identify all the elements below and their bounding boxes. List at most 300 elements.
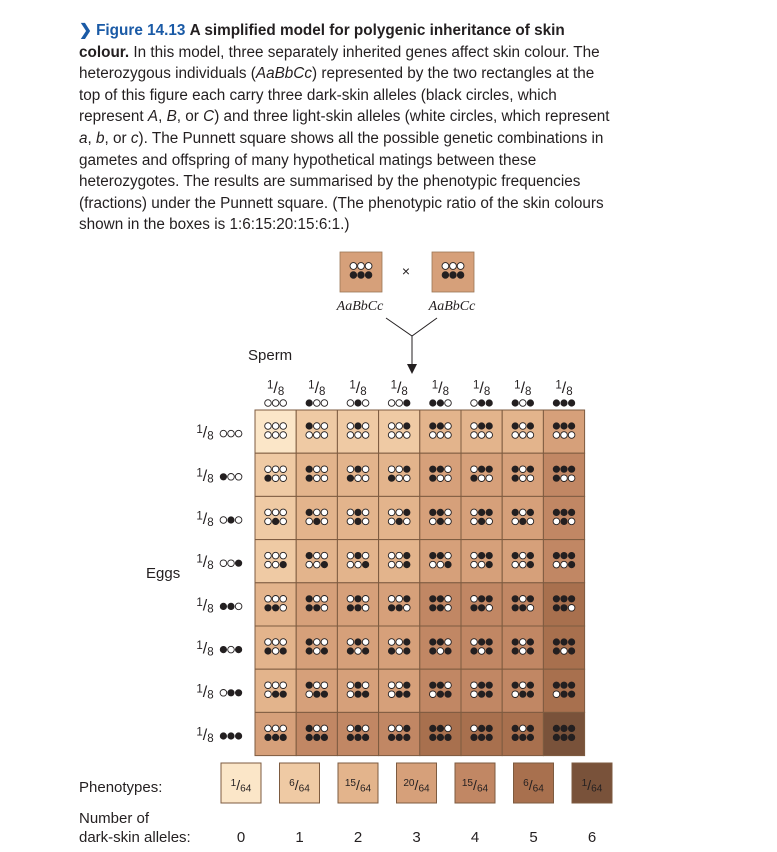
- punnett-cell: [420, 626, 461, 669]
- light-allele-dot: [553, 518, 560, 525]
- dark-allele-dot: [235, 560, 242, 567]
- light-allele-dot: [280, 509, 287, 516]
- light-allele-dot: [561, 561, 568, 568]
- punnett-cell: [502, 583, 543, 626]
- punnett-cell: [337, 453, 378, 496]
- caption-run: a: [79, 129, 88, 147]
- phenotype-boxes: [221, 763, 612, 803]
- light-allele-dot: [347, 639, 354, 646]
- light-allele-dot: [445, 682, 452, 689]
- dark-allele-dot: [486, 561, 493, 568]
- fraction-numerator: 1: [266, 379, 274, 392]
- dark-allele-dot: [568, 596, 575, 603]
- light-allele-dot: [362, 509, 369, 516]
- fraction-numerator: 15: [461, 778, 474, 790]
- light-allele-dot: [314, 423, 321, 430]
- dark-allele-dot: [430, 734, 437, 741]
- light-allele-dot: [272, 682, 279, 689]
- fraction-slash: /: [202, 727, 208, 744]
- light-allele-dot: [396, 400, 403, 407]
- dark-allele-dot: [350, 272, 357, 279]
- dark-allele-dot: [553, 725, 560, 732]
- dark-allele-dot: [437, 682, 444, 689]
- dark-allele-dot: [347, 734, 354, 741]
- dark-allele-dot: [365, 272, 372, 279]
- dark-allele-dot: [355, 466, 362, 473]
- dark-allele-dot: [445, 691, 452, 698]
- light-allele-dot: [388, 552, 395, 559]
- fraction-denominator: 64: [591, 783, 603, 795]
- egg-fraction: [196, 597, 213, 615]
- figure-label: Figure 14.13: [96, 22, 186, 39]
- dark-allele-dot: [272, 691, 279, 698]
- light-allele-dot: [471, 691, 478, 698]
- egg-gamete-headers: [196, 424, 242, 745]
- dark-allele-dot: [527, 691, 534, 698]
- light-allele-dot: [314, 552, 321, 559]
- phenotype-box: [397, 763, 437, 803]
- dark-allele-dot: [561, 725, 568, 732]
- dark-allele-dot: [388, 734, 395, 741]
- sperm-gamete: [512, 380, 534, 407]
- light-allele-dot: [314, 682, 321, 689]
- dark-allele-dot: [388, 475, 395, 482]
- dark-allele-dot: [471, 605, 478, 612]
- dark-allele-dot: [404, 725, 411, 732]
- sperm-gamete-headers: [265, 380, 575, 407]
- dark-allele-dot: [396, 605, 403, 612]
- caption-run: c: [130, 129, 139, 147]
- fraction-slash: /: [294, 777, 299, 793]
- light-allele-dot: [520, 682, 527, 689]
- dark-allele-dot: [512, 725, 519, 732]
- light-allele-dot: [450, 263, 457, 270]
- dark-allele-dot: [520, 691, 527, 698]
- light-allele-dot: [445, 552, 452, 559]
- fraction-denominator: 8: [483, 385, 491, 398]
- dark-allele-dot: [404, 561, 411, 568]
- dark-allele-dot: [280, 561, 287, 568]
- light-allele-dot: [512, 432, 519, 439]
- light-allele-dot: [358, 263, 365, 270]
- dark-allele-dot: [478, 725, 485, 732]
- light-allele-dot: [347, 509, 354, 516]
- dark-allele-dot: [280, 734, 287, 741]
- dark-allele-dot: [265, 605, 272, 612]
- light-allele-dot: [362, 605, 369, 612]
- egg-fraction: [196, 511, 213, 529]
- punnett-cell: [461, 540, 502, 583]
- phenotype-box: [221, 763, 261, 803]
- light-allele-dot: [396, 509, 403, 516]
- punnett-cell: [420, 540, 461, 583]
- punnett-cell: [337, 410, 378, 453]
- fraction-slash: /: [273, 380, 278, 397]
- punnett-cell: [337, 540, 378, 583]
- sperm-gamete: [430, 380, 452, 407]
- light-allele-dot: [430, 561, 437, 568]
- dark-allele-dot: [527, 725, 534, 732]
- dark-allele-dot: [478, 734, 485, 741]
- light-allele-dot: [362, 475, 369, 482]
- dark-allele-dot: [306, 475, 313, 482]
- light-allele-dot: [396, 648, 403, 655]
- light-allele-dot: [272, 400, 279, 407]
- light-allele-dot: [321, 475, 328, 482]
- dark-allele-dot: [321, 691, 328, 698]
- light-allele-dot: [430, 518, 437, 525]
- light-allele-dot: [272, 552, 279, 559]
- chevron-down-icon: ❯: [79, 22, 92, 39]
- fraction-denominator: 8: [207, 430, 214, 443]
- light-allele-dot: [280, 596, 287, 603]
- dark-allele-dot: [450, 272, 457, 279]
- dark-allele-dot: [561, 734, 568, 741]
- light-allele-dot: [437, 648, 444, 655]
- dark-allele-dot: [355, 509, 362, 516]
- light-allele-dot: [280, 432, 287, 439]
- dark-allele-count: 0: [236, 829, 246, 846]
- sperm-gamete: [347, 380, 369, 407]
- dark-allele-dot: [568, 734, 575, 741]
- dark-allele-dot: [347, 475, 354, 482]
- light-allele-dot: [362, 725, 369, 732]
- dark-allele-dot: [437, 605, 444, 612]
- egg-fraction: [196, 467, 213, 485]
- dark-allele-dot: [512, 509, 519, 516]
- light-allele-dot: [561, 432, 568, 439]
- light-allele-dot: [314, 648, 321, 655]
- caption-run: ). The Punnett square shows all the possible genetic combinations in gametes and offspring of many hypothetical matings between these heterozygotes. The results are summarised by the phenotypic frequencies (fractions) under the Punnett square. (The phenotypic ratio of the skin colours shown in the boxes is 1:6:15:20:15:6:1.): [79, 129, 604, 234]
- dark-allele-dot: [220, 603, 227, 610]
- light-allele-dot: [280, 475, 287, 482]
- dark-allele-dot: [486, 648, 493, 655]
- dark-allele-dot: [486, 596, 493, 603]
- dark-allele-dot: [355, 400, 362, 407]
- dark-allele-dot: [404, 639, 411, 646]
- light-allele-dot: [280, 423, 287, 430]
- dark-allele-dot: [471, 648, 478, 655]
- dark-allele-dot: [404, 552, 411, 559]
- caption-run: In this model, three separately inherited genes affect skin colour. The heterozygous individuals (: [79, 43, 600, 83]
- dark-allele-dot: [306, 682, 313, 689]
- dark-allele-count: 1: [295, 829, 304, 846]
- light-allele-dot: [445, 400, 452, 407]
- light-allele-dot: [220, 517, 227, 524]
- dark-allele-dot: [306, 466, 313, 473]
- light-allele-dot: [272, 648, 279, 655]
- caption-run: ) represented by the two rectangles at the top of this figure each carry three dark-skin alleles (black circles, which represent: [79, 65, 595, 126]
- punnett-cell: [502, 496, 543, 539]
- punnett-cell: [502, 626, 543, 669]
- light-allele-dot: [362, 423, 369, 430]
- dark-allele-dot: [512, 596, 519, 603]
- light-allele-dot: [430, 691, 437, 698]
- dark-allele-dot: [355, 682, 362, 689]
- fraction-slash: /: [520, 380, 526, 397]
- light-allele-dot: [520, 432, 527, 439]
- punnett-cell: [337, 496, 378, 539]
- dark-allele-dot: [430, 552, 437, 559]
- dark-allele-dot: [478, 423, 485, 430]
- light-allele-dot: [396, 432, 403, 439]
- fraction-denominator: 8: [207, 689, 214, 702]
- dark-allele-dot: [527, 552, 534, 559]
- dark-allele-dot: [512, 648, 519, 655]
- punnett-cell: [379, 712, 420, 755]
- fraction-numerator: 20: [403, 778, 415, 790]
- dark-allele-dot: [306, 423, 313, 430]
- fraction-slash: /: [473, 777, 477, 793]
- punnett-cell: [255, 540, 296, 583]
- light-allele-dot: [486, 432, 493, 439]
- light-allele-dot: [228, 646, 235, 653]
- fraction-numerator: 1: [196, 726, 203, 739]
- dark-allele-dot: [306, 596, 313, 603]
- dark-allele-dot: [553, 734, 560, 741]
- fraction-numerator: 1: [431, 379, 439, 392]
- parent-left-box: [340, 252, 382, 292]
- punnett-cell: [543, 540, 584, 583]
- fraction-slash: /: [202, 511, 208, 528]
- fraction-numerator: 1: [472, 379, 480, 392]
- fraction-slash: /: [479, 380, 484, 397]
- dark-allele-dot: [568, 509, 575, 516]
- light-allele-dot: [527, 475, 534, 482]
- light-allele-dot: [362, 518, 369, 525]
- light-allele-dot: [457, 263, 464, 270]
- light-allele-dot: [321, 466, 328, 473]
- fraction-slash: /: [236, 777, 241, 793]
- dark-allele-dot: [442, 272, 449, 279]
- dark-allele-dot: [527, 400, 534, 407]
- light-allele-dot: [362, 466, 369, 473]
- light-allele-dot: [388, 561, 395, 568]
- fraction-denominator: 8: [207, 732, 214, 745]
- dark-allele-dot: [553, 596, 560, 603]
- light-allele-dot: [365, 263, 372, 270]
- light-allele-dot: [306, 432, 313, 439]
- punnett-cell: [502, 453, 543, 496]
- light-allele-dot: [520, 552, 527, 559]
- light-allele-dot: [306, 561, 313, 568]
- light-allele-dot: [445, 725, 452, 732]
- fraction-numerator: 6: [289, 778, 295, 790]
- dark-allele-dot: [445, 734, 452, 741]
- light-allele-dot: [280, 682, 287, 689]
- dark-allele-dot: [553, 605, 560, 612]
- dark-allele-dot: [478, 639, 485, 646]
- light-allele-dot: [388, 682, 395, 689]
- dark-allele-dot: [486, 639, 493, 646]
- dark-allele-dot: [478, 682, 485, 689]
- light-allele-dot: [388, 725, 395, 732]
- fraction-denominator: 8: [360, 385, 367, 398]
- dark-allele-dot: [362, 691, 369, 698]
- dark-allele-dot: [553, 682, 560, 689]
- dark-allele-dot: [404, 691, 411, 698]
- light-allele-dot: [362, 596, 369, 603]
- light-allele-dot: [314, 561, 321, 568]
- caption-run: , or: [104, 129, 131, 147]
- dark-allele-dot: [321, 734, 328, 741]
- sperm-gamete: [265, 380, 287, 407]
- light-allele-dot: [272, 475, 279, 482]
- sperm-gamete: [388, 380, 410, 407]
- dark-allele-dot: [568, 561, 575, 568]
- punnett-cell: [337, 669, 378, 712]
- egg-gamete: [196, 511, 242, 529]
- light-allele-dot: [347, 725, 354, 732]
- dark-allele-dot: [430, 605, 437, 612]
- dark-allele-dot: [437, 734, 444, 741]
- dark-allele-dot: [471, 734, 478, 741]
- fraction-slash: /: [356, 777, 360, 793]
- light-allele-dot: [355, 561, 362, 568]
- parent-right-box: [432, 252, 474, 292]
- light-allele-dot: [347, 596, 354, 603]
- dark-allele-count: 5: [529, 829, 538, 846]
- dark-allele-dot: [437, 691, 444, 698]
- dark-allele-dot: [553, 475, 560, 482]
- egg-fraction: [196, 683, 213, 701]
- light-allele-dot: [471, 552, 478, 559]
- light-allele-dot: [396, 475, 403, 482]
- light-allele-dot: [228, 474, 235, 481]
- light-allele-dot: [347, 432, 354, 439]
- dark-allele-dot: [347, 605, 354, 612]
- dark-allele-dot: [568, 423, 575, 430]
- punnett-cell: [502, 669, 543, 712]
- punnett-cell: [255, 453, 296, 496]
- light-allele-dot: [445, 518, 452, 525]
- light-allele-dot: [220, 690, 227, 697]
- light-allele-dot: [321, 509, 328, 516]
- light-allele-dot: [314, 400, 321, 407]
- punnett-cell: [296, 626, 337, 669]
- dark-allele-dot: [561, 682, 568, 689]
- dark-allele-dot: [404, 596, 411, 603]
- punnett-cell: [255, 712, 296, 755]
- punnett-cell: [420, 410, 461, 453]
- fraction-denominator: 8: [207, 516, 214, 529]
- caption-run: b: [96, 129, 105, 147]
- fraction-denominator: 8: [401, 385, 408, 398]
- dark-allele-dot: [478, 691, 485, 698]
- sperm-fraction: [349, 380, 366, 398]
- punnett-cell: [379, 410, 420, 453]
- sperm-gamete: [306, 380, 328, 407]
- dark-allele-dot: [561, 518, 568, 525]
- dark-allele-dot: [306, 734, 313, 741]
- light-allele-dot: [321, 552, 328, 559]
- dark-allele-dot: [430, 509, 437, 516]
- dark-allele-dot: [404, 466, 411, 473]
- light-allele-dot: [471, 518, 478, 525]
- light-allele-dot: [388, 423, 395, 430]
- dark-allele-dot: [486, 423, 493, 430]
- dark-allele-dot: [520, 605, 527, 612]
- light-allele-dot: [347, 691, 354, 698]
- dark-allele-dot: [396, 691, 403, 698]
- light-allele-dot: [228, 430, 235, 437]
- light-allele-dot: [314, 639, 321, 646]
- fraction-denominator: 64: [298, 783, 310, 795]
- dark-allele-dot: [306, 648, 313, 655]
- dark-allele-dot: [568, 691, 575, 698]
- dark-allele-dot: [404, 682, 411, 689]
- light-allele-dot: [445, 639, 452, 646]
- light-allele-dot: [265, 596, 272, 603]
- sperm-fraction: [555, 380, 572, 398]
- light-allele-dot: [404, 475, 411, 482]
- light-allele-dot: [355, 475, 362, 482]
- dark-allele-dot: [314, 518, 321, 525]
- dark-allele-dot: [280, 648, 287, 655]
- dark-allele-dot: [265, 648, 272, 655]
- caption-run: ,: [87, 129, 97, 147]
- light-allele-dot: [272, 639, 279, 646]
- punnett-cell: [461, 626, 502, 669]
- dark-allele-dot: [486, 466, 493, 473]
- punnett-cell: [420, 583, 461, 626]
- light-allele-dot: [355, 432, 362, 439]
- fraction-numerator: 1: [390, 379, 397, 392]
- fraction-denominator: 8: [442, 385, 450, 398]
- dark-allele-count: 2: [353, 829, 363, 846]
- dark-allele-dot: [553, 648, 560, 655]
- dark-allele-dot: [568, 682, 575, 689]
- dark-allele-dot: [430, 423, 437, 430]
- dark-allele-dot: [362, 648, 369, 655]
- dark-allele-dot: [527, 734, 534, 741]
- dark-allele-dot: [272, 518, 279, 525]
- light-allele-dot: [568, 605, 575, 612]
- dark-allele-dot: [478, 518, 485, 525]
- dark-allele-dot: [520, 518, 527, 525]
- light-allele-dot: [437, 475, 444, 482]
- punnett-cell: [337, 626, 378, 669]
- dark-allele-dot: [561, 691, 568, 698]
- light-allele-dot: [396, 682, 403, 689]
- punnett-cell: [337, 712, 378, 755]
- phenotype-box: [280, 763, 320, 803]
- phenotype-box: [572, 763, 612, 803]
- dark-allele-dot: [430, 596, 437, 603]
- fraction-slash: /: [414, 777, 419, 793]
- dark-allele-dot: [430, 682, 437, 689]
- fraction-slash: /: [202, 554, 208, 572]
- dark-allele-dot: [396, 518, 403, 525]
- sperm-label: Sperm: [248, 347, 293, 364]
- punnett-cell: [543, 712, 584, 755]
- light-allele-dot: [520, 466, 527, 473]
- sperm-fraction: [473, 380, 490, 398]
- fraction-numerator: 1: [196, 553, 203, 566]
- dark-allele-dot: [486, 734, 493, 741]
- dark-allele-dot: [321, 648, 328, 655]
- dark-allele-dot: [306, 605, 313, 612]
- dark-allele-dot: [314, 605, 321, 612]
- light-allele-dot: [520, 725, 527, 732]
- caption-run: C: [203, 108, 215, 126]
- dark-allele-dot: [512, 552, 519, 559]
- caption-run: ) and three light-skin alleles (white circles, which represent: [214, 108, 610, 126]
- dark-allele-dot: [512, 734, 519, 741]
- punnett-cell: [502, 540, 543, 583]
- light-allele-dot: [471, 509, 478, 516]
- dark-allele-dot: [486, 509, 493, 516]
